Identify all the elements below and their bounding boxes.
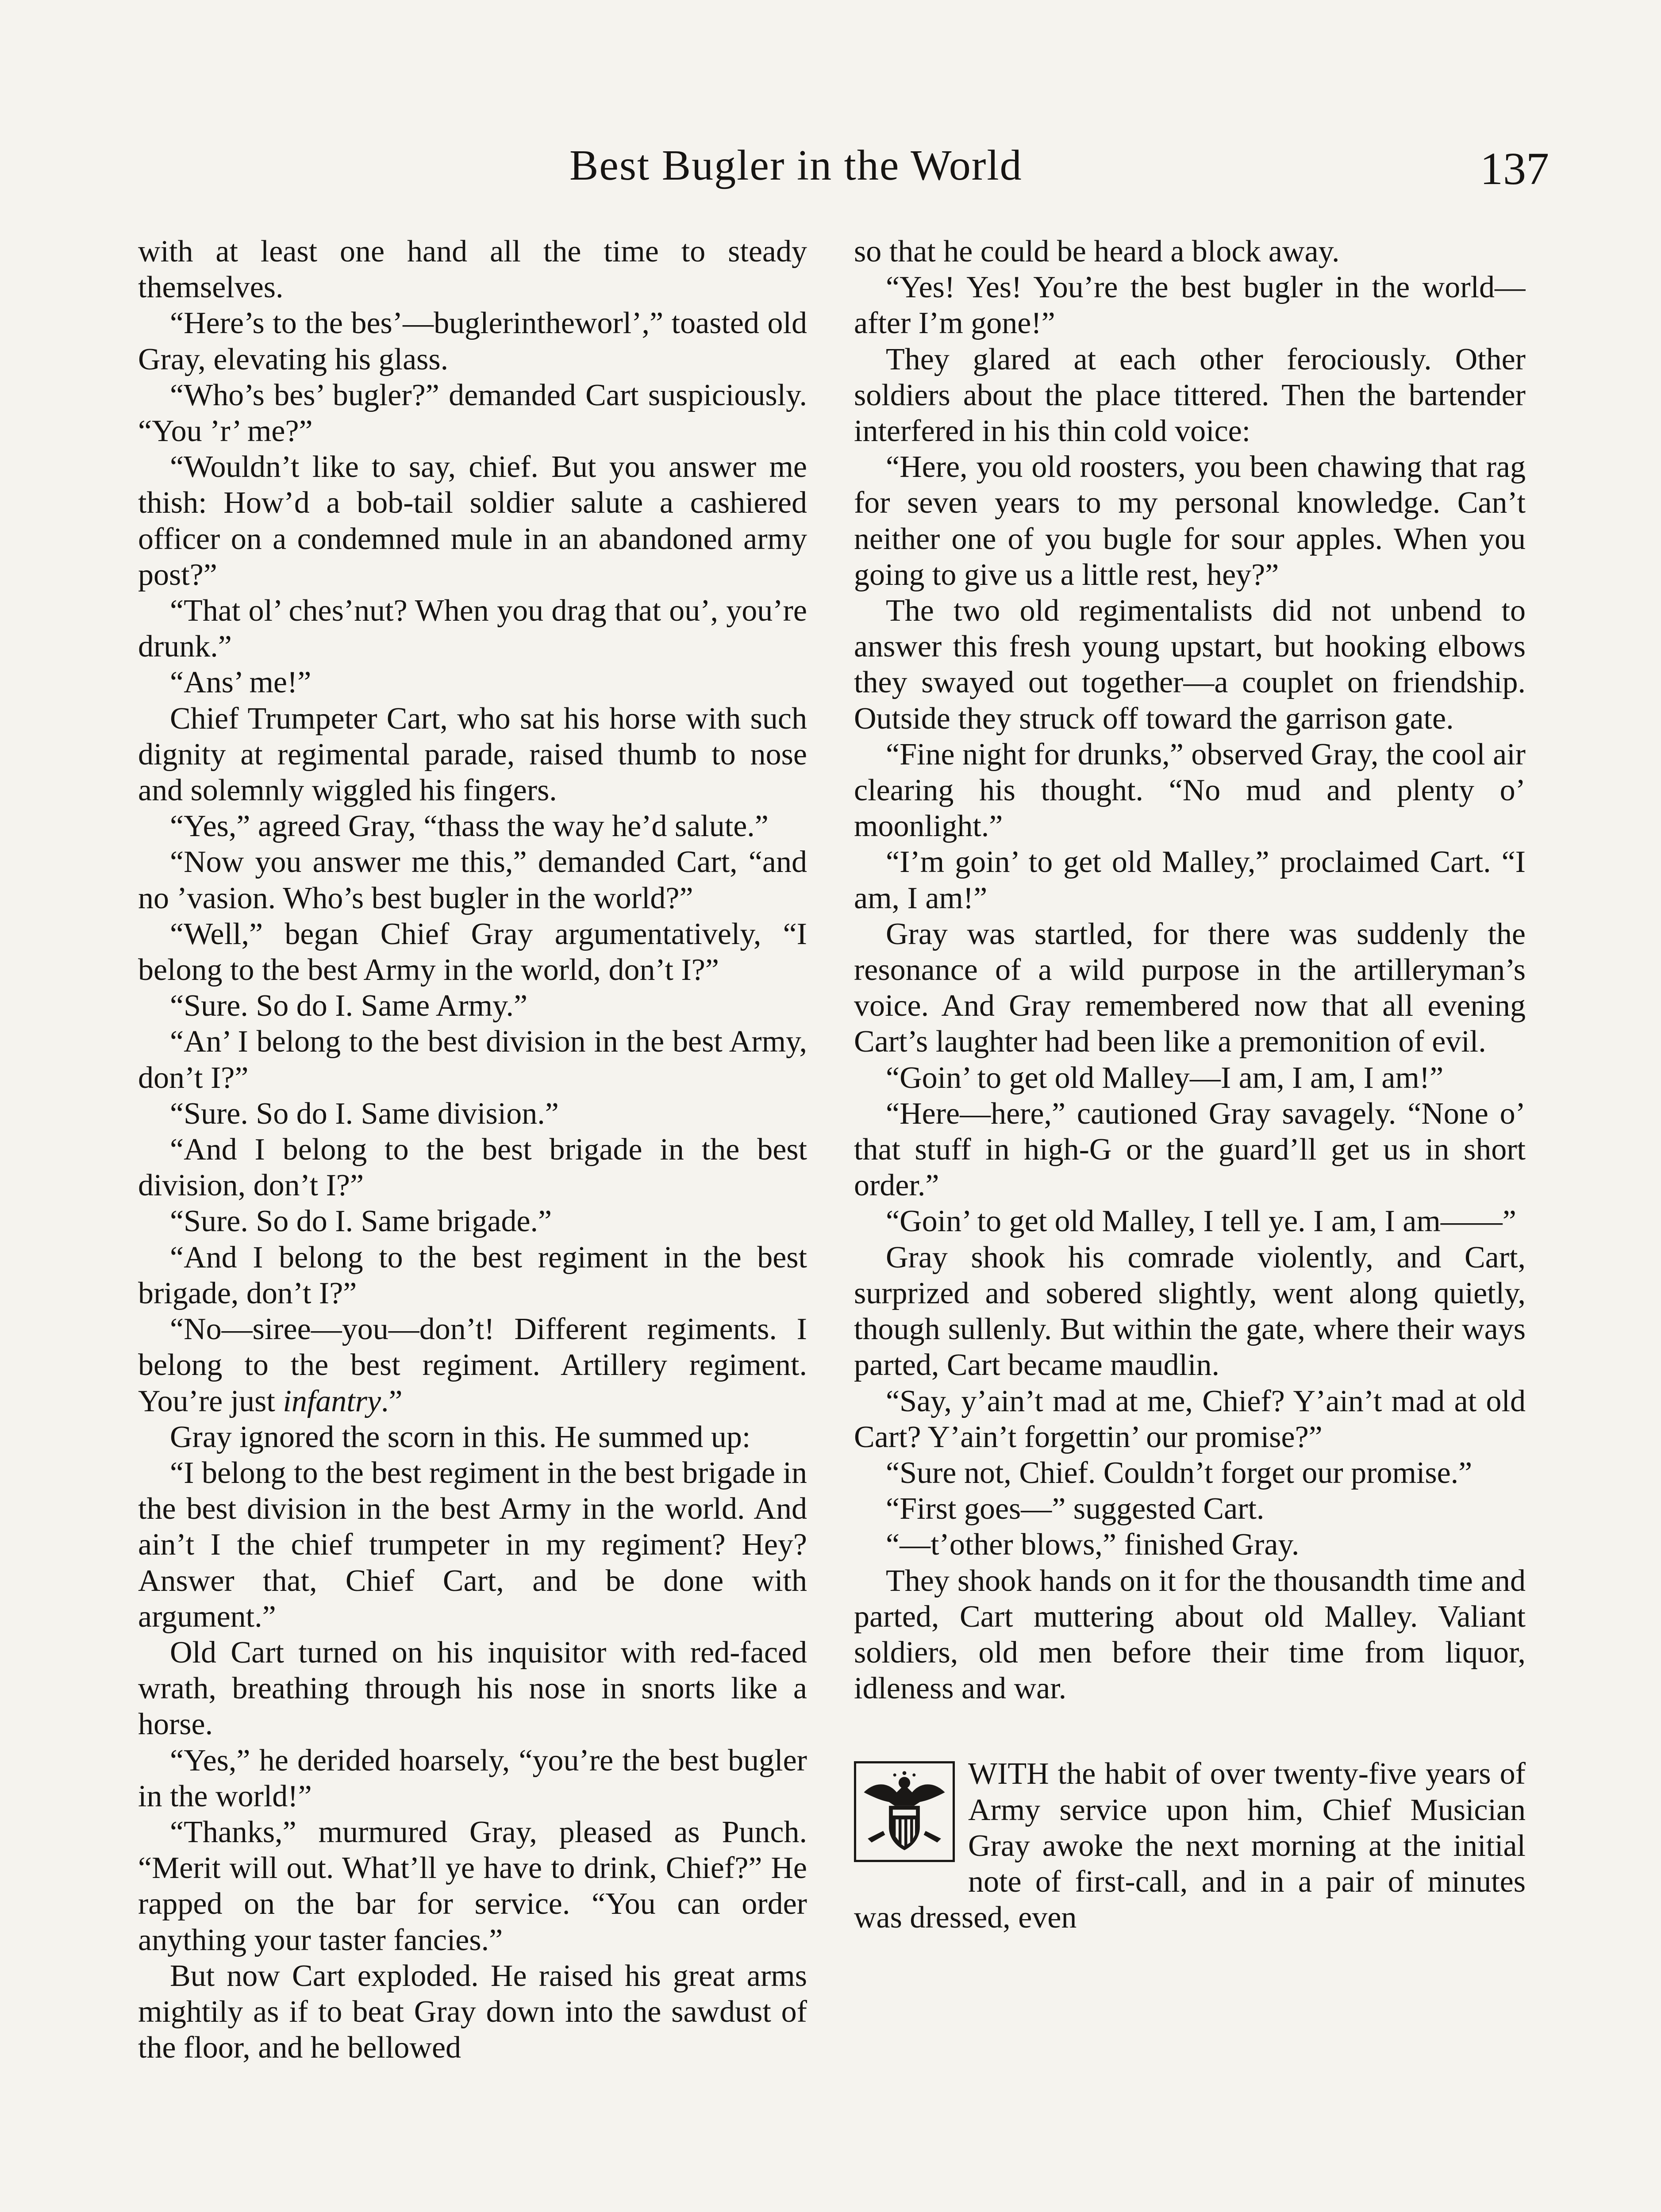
paragraph-text: “Goin’ to get old Malley, I tell ye. I am, I am——” [886, 1204, 1516, 1239]
paragraph-text: Chief Trumpeter Cart, who sat his horse with such dignity at regimental parade, raised thumb to nose and solemnly wiggled his fingers. [138, 701, 807, 808]
running-head: Best Bugler in the World [569, 142, 1023, 189]
paragraph-text: “Fine night for drunks,” observed Gray, the cool air clearing his thought. “No mud and plenty o’ moonlight.” [854, 737, 1526, 844]
paragraph [138, 1132, 807, 1203]
paragraph [854, 1203, 1526, 1239]
paragraph [138, 988, 807, 1024]
paragraph [138, 1024, 807, 1095]
paragraph [138, 1455, 807, 1635]
paragraph [854, 342, 1526, 449]
paragraph [138, 377, 807, 449]
paragraph-text: “Sure not, Chief. Couldn’t forget our promise.” [886, 1455, 1473, 1490]
paragraph-text: “I’m goin’ to get old Malley,” proclaimed Cart. “I am, I am!” [854, 845, 1526, 915]
paragraph [138, 1814, 807, 1958]
paragraph-text: They glared at each other ferociously. Other soldiers about the place tittered. Then the bartender interfered in his thin cold voice: [854, 342, 1526, 449]
paragraph-text: The two old regimentalists did not unbend to answer this fresh young upstart, but hooking elbows they swayed out together—a couplet on friendship. Outside they struck off toward the garrison gate. [854, 594, 1526, 736]
paragraph-text: “Yes,” he derided hoarsely, “you’re the best bugler in the world!” [138, 1743, 807, 1813]
paragraph-text: so that he could be heard a block away. [854, 234, 1340, 269]
paragraph-text: Gray ignored the scorn in this. He summed up: [170, 1420, 751, 1454]
paragraph [138, 808, 807, 844]
paragraph [854, 1383, 1526, 1455]
lead-in-word: WITH [968, 1757, 1049, 1791]
section-text: the habit of over twenty-five years of Army service upon him, Chief Musician Gray awoke the next morning at the initial note of first-call, and in a pair of minutes was dressed, even [854, 1757, 1526, 1935]
paragraph-text: “First goes—” suggested Cart. [886, 1492, 1265, 1526]
paragraph-text: “Ans’ me!” [170, 665, 311, 700]
paragraph-text: “And I belong to the best brigade in the best division, don’t I?” [138, 1133, 807, 1203]
paragraph-text: “Here—here,” cautioned Gray savagely. “None o’ that stuff in high-G or the guard’ll get us in short order.” [854, 1096, 1526, 1203]
paragraph-text: “An’ I belong to the best division in the best Army, don’t I?” [138, 1025, 807, 1095]
paragraph [854, 1563, 1526, 1707]
paragraph-text: “Sure. So do I. Same Army.” [170, 989, 528, 1023]
paragraph-text: “No—siree—you—don’t! Different regiments. I belong to the best regiment. Artillery regiment. You’re just [138, 1312, 807, 1418]
paragraph [854, 737, 1526, 845]
paragraph-text: “Well,” began Chief Gray argumentatively, “I belong to the best Army in the world, don’t I?” [138, 917, 807, 987]
paragraph [854, 1455, 1526, 1491]
paragraph [138, 916, 807, 988]
paragraph [138, 1635, 807, 1743]
paragraph [854, 449, 1526, 593]
paragraph-text: “Say, y’ain’t mad at me, Chief? Y’ain’t mad at old Cart? Y’ain’t forgettin’ our promise?” [854, 1384, 1526, 1454]
paragraph [138, 1203, 807, 1239]
paragraph-text: “Who’s bes’ bugler?” demanded Cart suspiciously. “You ’r’ me?” [138, 378, 807, 449]
paragraph [854, 234, 1526, 269]
paragraph-text: “Wouldn’t like to say, chief. But you answer me thish: How’d a bob-tail soldier salute a cashiered officer on a condemned mule in an abandoned army post?” [138, 450, 807, 592]
paragraph-text: “Sure. So do I. Same division.” [170, 1096, 559, 1131]
paragraph-text: “Sure. So do I. Same brigade.” [170, 1204, 552, 1239]
paragraph [854, 844, 1526, 916]
paragraph-text: “I belong to the best regiment in the best brigade in the best division in the best Army in the world. And ain’t I the chief trumpeter in my regiment? Hey? Answer that, Chief Cart, and be done with argument.” [138, 1455, 807, 1634]
paragraph-text: “Yes! Yes! You’re the best bugler in the world—after I’m gone!” [854, 270, 1526, 341]
paragraph-text: “Yes,” agreed Gray, “thass the way he’d salute.” [170, 809, 769, 844]
paragraph [854, 1096, 1526, 1204]
paragraph [138, 1743, 807, 1814]
paragraph-text: “And I belong to the best regiment in the best brigade, don’t I?” [138, 1240, 807, 1310]
paragraph [854, 1527, 1526, 1563]
paragraph [138, 593, 807, 664]
paragraph-text: with at least one hand all the time to steady themselves. [138, 234, 807, 305]
paragraph-text: “—t’other blows,” finished Gray. [886, 1528, 1300, 1562]
paragraph [854, 269, 1526, 341]
right-column-paragraphs [854, 234, 1526, 1706]
paragraph [854, 1060, 1526, 1096]
paragraph [138, 234, 807, 305]
paragraph [138, 664, 807, 700]
paragraph [854, 593, 1526, 737]
paragraph-text: “Here’s to the bes’—buglerintheworl’,” toasted old Gray, elevating his glass. [138, 306, 807, 376]
left-column [138, 234, 807, 2212]
paragraph [138, 1958, 807, 2066]
section-break [854, 1756, 1526, 1936]
paragraph [138, 1096, 807, 1132]
paragraph [138, 844, 807, 916]
paragraph-text: Gray shook his comrade violently, and Cart, surprized and sobered slightly, went along quietly, though sullenly. But within the gate, where their ways parted, Cart became maudlin. [854, 1240, 1526, 1382]
paragraph [138, 449, 807, 593]
paragraph-text: But now Cart exploded. He raised his great arms mightily as if to beat Gray down into the sawdust of the floor, and he bellowed [138, 1959, 807, 2065]
paragraph [854, 1491, 1526, 1527]
paragraph [138, 305, 807, 377]
paragraph-text: “Goin’ to get old Malley—I am, I am, I am!” [886, 1060, 1444, 1095]
paragraph [854, 916, 1526, 1060]
paragraph-text: “Here, you old roosters, you been chawing that rag for seven years to my personal knowledge. Can’t neither one of you bugle for sour apples. When you going to give us a little rest, hey?” [854, 450, 1526, 592]
paragraph-text: “Thanks,” murmured Gray, pleased as Punch. “Merit will out. What’ll ye have to drink, Chief?” He rapped on the bar for service. “You can order anything your taster fancies.” [138, 1815, 807, 1957]
paragraph [138, 1311, 807, 1419]
paragraph-text-end: .” [381, 1384, 403, 1418]
paragraph-text: They shook hands on it for the thousandth time and parted, Cart muttering about old Malley. Valiant soldiers, old men before their time from liquor, idleness and war. [854, 1563, 1526, 1706]
paragraph [138, 701, 807, 809]
paragraph [854, 1240, 1526, 1383]
paragraph-text: Gray was startled, for there was suddenly the resonance of a wild purpose in the artilleryman’s voice. And Gray remembered now that all evening Cart’s laughter had been like a premonition of evil. [854, 917, 1526, 1059]
paragraph-text: “Now you answer me this,” demanded Cart, “and no ’vasion. Who’s best bugler in the world?” [138, 845, 807, 915]
paragraph [138, 1419, 807, 1455]
page-number: 137 [1480, 143, 1549, 194]
eagle-shield-icon [854, 1761, 955, 1862]
paragraph [138, 1240, 807, 1311]
emphasis: infantry [283, 1384, 381, 1418]
right-column [854, 234, 1526, 2212]
paragraph-text: “That ol’ ches’nut? When you drag that ou’, you’re drunk.” [138, 594, 807, 664]
paragraph-text: Old Cart turned on his inquisitor with red-faced wrath, breathing through his nose in snorts like a horse. [138, 1635, 807, 1742]
